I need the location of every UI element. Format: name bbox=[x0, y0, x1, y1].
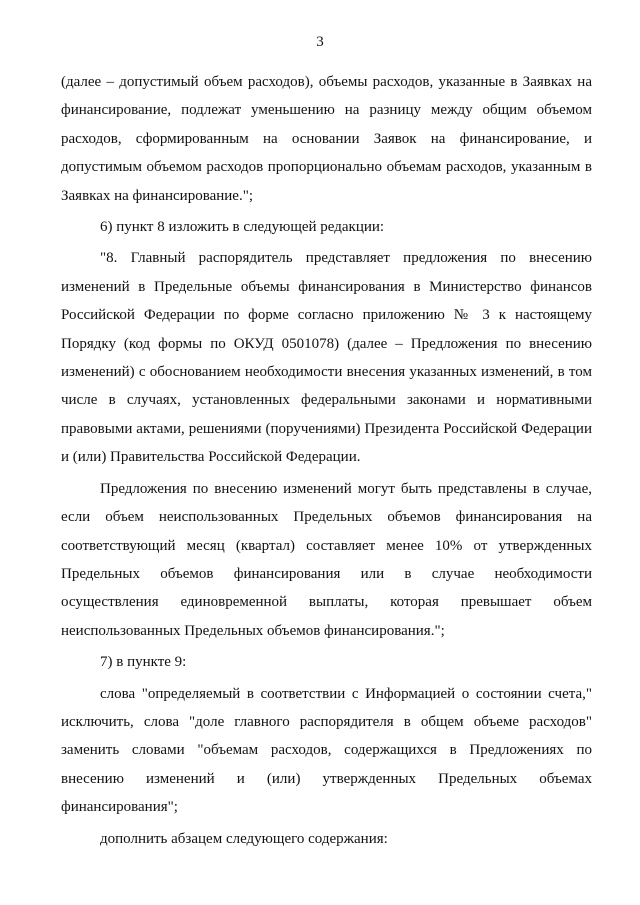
paragraph-clause-8: "8. Главный распорядитель представляет предложения по внесению изменений в Предельные объемы финансирования в Министерство финансов Российской Федерации по форме согласно приложению № 3 к настоящему Порядку (код формы по ОКУД 0501078) (далее – Предложения по внесению изменений) с обоснованием необходимости внесения указанных изменений, в том числе в случаях, установленных федеральными законами и нормативными правовыми актами, решениями (поручениями) Президента Российской Федерации и (или) Правительства Российской Федерации. bbox=[61, 250, 592, 466]
paragraph-proposals: Предложения по внесению изменений могут быть представлены в случае, если объем неиспользованных Предельных объемов финансирования на соответствующий месяц (квартал) составляет менее 10% от утвержденных Предельных объемов финансирования или в случае необходимости осуществления единовременной выплаты, которая превышает объем неиспользованных Предельных объемов финансирования."; bbox=[61, 480, 592, 639]
paragraph-add-clause: дополнить абзацем следующего содержания: bbox=[100, 830, 388, 847]
page-number: 3 bbox=[316, 34, 324, 50]
document-body bbox=[61, 68, 592, 853]
paragraph-item-7: 7) в пункте 9: bbox=[100, 654, 187, 671]
paragraph-continuation: (далее – допустимый объем расходов), объемы расходов, указанные в Заявках на финансирование, подлежат уменьшению на разницу между общим объемом расходов, сформированным на основании Заявок на финансирование, и допустимым объемом расходов пропорционально объемам расходов, указанным в Заявках на финансирование."; bbox=[61, 74, 592, 204]
paragraph-words-replace: слова "определяемый в соответствии с Информацией о состоянии счета," исключить, слова "доле главного распорядителя в общем объеме расходов" заменить словами "объемам расходов, содержащихся в Предложениях по внесению изменений и (или) утвержденных Предельных объемах финансирования"; bbox=[61, 685, 592, 816]
paragraph-item-6: 6) пункт 8 изложить в следующей редакции: bbox=[100, 219, 385, 236]
